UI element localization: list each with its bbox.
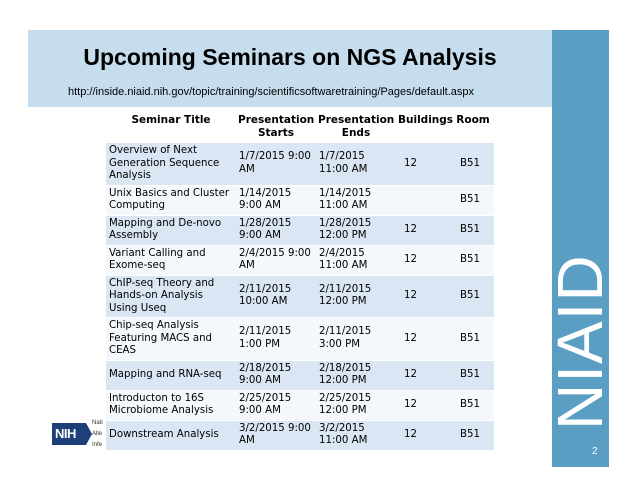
nih-logo: NIH — [52, 423, 86, 445]
table-header-row — [106, 109, 494, 143]
seminar-title-cell: Unix Basics and Cluster Computing — [106, 185, 236, 215]
seminar-table — [106, 109, 494, 450]
seminar-table-body — [106, 143, 494, 450]
building-cell: 12 — [396, 143, 452, 186]
room-cell: B51 — [452, 360, 494, 390]
starts-cell: 2/4/2015 9:00 AM — [236, 245, 316, 275]
header-room: Room — [452, 109, 494, 143]
ends-cell: 1/7/2015 11:00 AM — [316, 143, 396, 186]
room-cell: B51 — [452, 245, 494, 275]
starts-cell: 1/14/2015 9:00 AM — [236, 185, 316, 215]
table-row — [106, 185, 494, 215]
seminar-url[interactable]: http://inside.niaid.nih.gov/topic/training/scientificsoftwaretraining/Pages/default.aspx — [68, 86, 475, 98]
building-cell — [396, 185, 452, 215]
seminar-title-cell: Downstream Analysis — [106, 420, 236, 450]
niaid-logo: NIAID — [544, 254, 616, 430]
nih-text-line: Infe — [92, 442, 103, 448]
seminar-title-cell: Introducton to 16S Microbiome Analysis — [106, 390, 236, 420]
ends-cell: 2/25/2015 12:00 PM — [316, 390, 396, 420]
building-cell: 12 — [396, 390, 452, 420]
table-row — [106, 318, 494, 361]
page-number: 2 — [592, 446, 598, 457]
seminar-title-cell: Mapping and RNA-seq — [106, 360, 236, 390]
building-cell: 12 — [396, 318, 452, 361]
table-row — [106, 275, 494, 318]
building-cell: 12 — [396, 245, 452, 275]
nih-text — [92, 418, 106, 451]
building-cell: 12 — [396, 360, 452, 390]
room-cell: B51 — [452, 390, 494, 420]
nih-text-line: Alle — [92, 431, 103, 437]
ends-cell: 3/2/2015 11:00 AM — [316, 420, 396, 450]
starts-cell: 2/11/2015 10:00 AM — [236, 275, 316, 318]
ends-cell: 2/4/2015 11:00 AM — [316, 245, 396, 275]
ends-cell: 1/28/2015 12:00 PM — [316, 215, 396, 245]
seminar-title-cell: Mapping and De-novo Assembly — [106, 215, 236, 245]
ends-cell: 2/11/2015 12:00 PM — [316, 275, 396, 318]
ends-cell: 2/18/2015 12:00 PM — [316, 360, 396, 390]
room-cell: B51 — [452, 143, 494, 186]
table-row — [106, 390, 494, 420]
title-band — [28, 30, 552, 107]
seminar-table-wrap — [106, 109, 494, 450]
room-cell: B51 — [452, 185, 494, 215]
seminar-title-cell: Overview of Next Generation Sequence Analysis — [106, 143, 236, 186]
room-cell: B51 — [452, 215, 494, 245]
table-row — [106, 215, 494, 245]
seminar-title-cell: ChIP-seq Theory and Hands-on Analysis Using Useq — [106, 275, 236, 318]
starts-cell: 1/7/2015 9:00 AM — [236, 143, 316, 186]
starts-cell: 2/18/2015 9:00 AM — [236, 360, 316, 390]
starts-cell: 3/2/2015 9:00 AM — [236, 420, 316, 450]
seminar-title-cell: Chip-seq Analysis Featuring MACS and CEAS — [106, 318, 236, 361]
header-presentation-starts: Presentation Starts — [236, 109, 316, 143]
table-row — [106, 360, 494, 390]
nih-text-line: Nati — [92, 420, 103, 426]
table-row — [106, 420, 494, 450]
room-cell: B51 — [452, 275, 494, 318]
starts-cell: 2/11/2015 1:00 PM — [236, 318, 316, 361]
building-cell: 12 — [396, 215, 452, 245]
header-seminar-title: Seminar Title — [106, 109, 236, 143]
slide-title: Upcoming Seminars on NGS Analysis — [83, 44, 497, 70]
table-row — [106, 245, 494, 275]
room-cell: B51 — [452, 420, 494, 450]
starts-cell: 1/28/2015 9:00 AM — [236, 215, 316, 245]
ends-cell: 1/14/2015 11:00 AM — [316, 185, 396, 215]
seminar-title-cell: Variant Calling and Exome-seq — [106, 245, 236, 275]
header-presentation-ends: Presentation Ends — [316, 109, 396, 143]
ends-cell: 2/11/2015 3:00 PM — [316, 318, 396, 361]
building-cell: 12 — [396, 420, 452, 450]
room-cell: B51 — [452, 318, 494, 361]
header-buildings: Buildings — [396, 109, 452, 143]
table-row — [106, 143, 494, 186]
building-cell: 12 — [396, 275, 452, 318]
starts-cell: 2/25/2015 9:00 AM — [236, 390, 316, 420]
